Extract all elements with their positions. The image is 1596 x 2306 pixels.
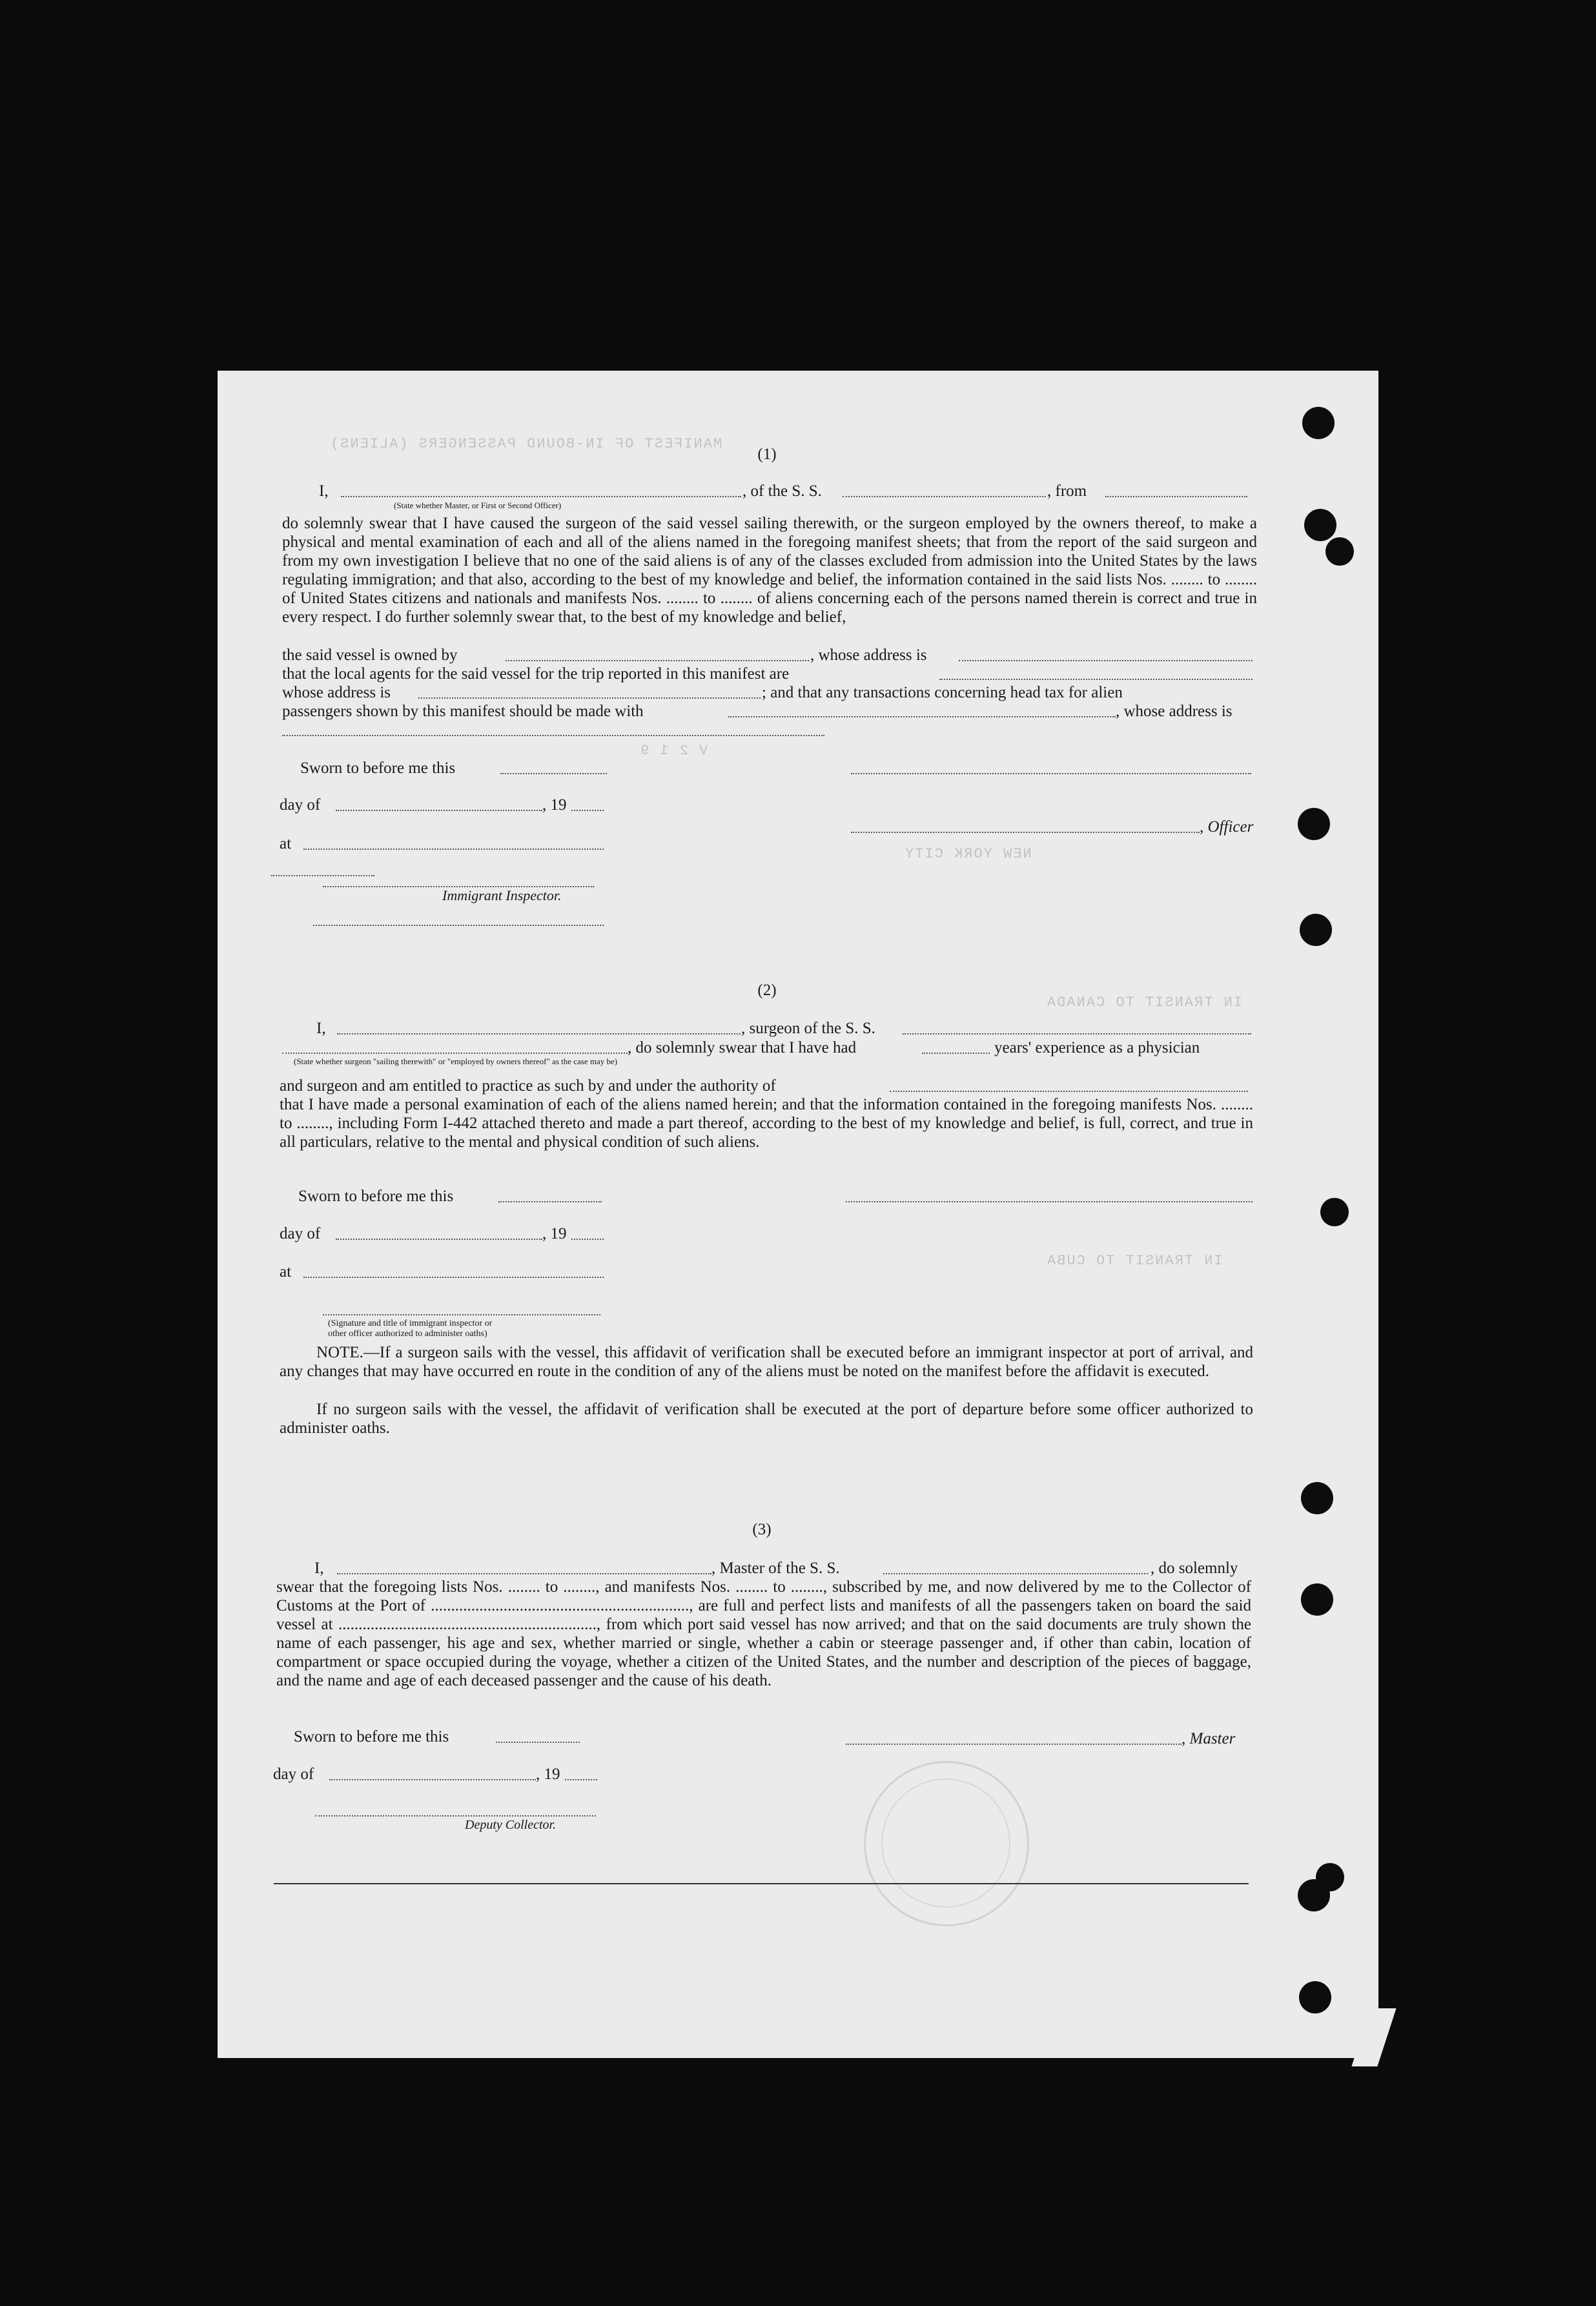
s1-agents-field — [939, 679, 1253, 680]
s1-officer-name-field — [341, 496, 741, 497]
section-1-number: (1) — [757, 446, 777, 463]
punch-hole — [1298, 808, 1330, 840]
s2-capacity-field — [282, 1053, 628, 1054]
s1-continuation-field — [282, 735, 824, 736]
s2-day-field — [336, 1239, 542, 1240]
s3-master-name-field — [337, 1573, 711, 1574]
s1-transactions: ; and that any transactions concerning head tax for alien — [762, 684, 1123, 701]
s2-years-field — [922, 1053, 990, 1054]
s1-from-field — [1105, 496, 1247, 497]
s1-inspector-dots-2 — [313, 925, 604, 926]
s3-year-label: , 19 — [536, 1766, 560, 1783]
s1-at-field — [303, 849, 604, 850]
s1-inspector-dots — [271, 875, 374, 876]
s1-i: I, — [319, 482, 329, 500]
bottom-rule — [274, 1883, 1249, 1884]
s1-whose-address-2: whose address is — [282, 684, 391, 701]
s3-master-label: , Master — [1182, 1730, 1236, 1747]
punch-hole — [1301, 1482, 1333, 1514]
s1-body: do solemnly swear that I have caused the surgeon of the said vessel sailing therewith, or the surgeon employed by the owners thereof, to make a physical and mental examination of each and all of the aliens named in the foregoing manifest sheets; that from the report of the said surgeon and from my own investigation I believe that no one of the said aliens is of any of the classes excluded from admission into the United States by the laws regulating immigration; and that also, according to the best of my knowledge and belief, the information contained in the said lists Nos. ........ to ........ of United States citizens and nationals and manifests Nos. ........ to ........ of aliens concerning each of the persons named therein is correct and true in every respect. I do further solemnly swear that, to the best of my knowledge and belief, — [282, 515, 1257, 626]
s3-collector-label: Deputy Collector. — [465, 1818, 557, 1832]
s2-surgeon-of-label: , surgeon of the S. S. — [741, 1020, 875, 1037]
s2-sworn-label: Sworn to before me this — [298, 1188, 454, 1205]
s3-sworn-label: Sworn to before me this — [294, 1728, 449, 1745]
s1-at-label: at — [280, 835, 292, 852]
s1-officer-signature-line-top — [851, 773, 1251, 774]
s3-year-field — [565, 1779, 597, 1780]
s1-year-label: , 19 — [542, 796, 567, 814]
s1-owned-by: the said vessel is owned by — [282, 646, 458, 664]
s1-rank-note: (State whether Master, or First or Second Officer) — [394, 500, 562, 510]
s2-year-label: , 19 — [542, 1225, 567, 1242]
s2-swear-label: , do solemnly swear that I have had — [628, 1039, 857, 1056]
s2-capacity-note: (State whether surgeon "sailing therewith" or "employed by owners thereof" as the case may be) — [294, 1056, 618, 1066]
s1-owner-address-field — [959, 660, 1253, 661]
s2-at-label: at — [280, 1263, 292, 1281]
s3-master-of-label: , Master of the S. S. — [711, 1560, 840, 1577]
section-2-number: (2) — [757, 982, 777, 999]
s1-agents-address-field — [418, 697, 761, 699]
s3-day-field — [329, 1779, 536, 1780]
s1-inspector-label: Immigrant Inspector. — [442, 887, 562, 903]
s2-signature-note-1: (Signature and title of immigrant inspector or — [328, 1319, 493, 1328]
s1-vessel-field — [843, 496, 1046, 497]
punch-hole — [1302, 407, 1335, 439]
s1-head-tax-field — [728, 716, 1116, 717]
bleed-through-text: IN TRANSIT TO CUBA — [1046, 1253, 1223, 1269]
s3-master-signature-field — [846, 1744, 1182, 1745]
s2-official-signature-field — [323, 1314, 600, 1315]
s3-solemnly-label: , do solemnly — [1151, 1560, 1238, 1577]
s1-officer-label: , Officer — [1200, 818, 1254, 836]
s2-body: that I have made a personal examination of each of the aliens named herein; and that the information contained in the foregoing manifests Nos. ........ to ........, including Form I-442 attached thereto and made a part thereof, according to the best of my knowledge and belief, is full, correct, and true in all particulars, relative to the mental and physical condition of such aliens. — [280, 1096, 1253, 1151]
s1-day-field — [336, 810, 542, 811]
s2-i: I, — [316, 1020, 326, 1037]
s3-vessel-field — [883, 1573, 1148, 1574]
punch-hole — [1304, 509, 1336, 541]
bleed-through-text: V 2 1 9 — [639, 743, 708, 759]
punch-hole — [1316, 1863, 1344, 1891]
s2-signature-note-2: other officer authorized to administer oaths) — [328, 1329, 487, 1339]
bleed-through-text: IN TRANSIT TO CANADA — [1046, 994, 1243, 1011]
s3-sworn-field — [496, 1742, 580, 1743]
bleed-through-text: MANIFEST OF IN-BOUND PASSENGERS (ALIENS) — [329, 436, 722, 452]
s1-officer-signature-field — [851, 832, 1200, 833]
s2-years-label: years' experience as a physician — [994, 1039, 1200, 1056]
punch-hole — [1325, 537, 1354, 566]
s2-note-paragraph-1: NOTE.—If a surgeon sails with the vessel, this affidavit of verification shall be executed before an immigrant inspector at port of arrival, and any changes that may have occurred en route in the condition of any of the aliens must be noted on the manifest before the affidavit is executed. — [280, 1344, 1253, 1380]
s2-at-field — [303, 1277, 604, 1278]
s2-sworn-field — [498, 1201, 602, 1202]
s1-year-field — [571, 810, 604, 811]
punch-hole — [1301, 1583, 1333, 1616]
section-3-number: (3) — [752, 1521, 772, 1538]
s2-surgeon-signature-field — [846, 1201, 1253, 1202]
s1-passengers: passengers shown by this manifest should be made with — [282, 703, 644, 720]
s1-day-of-label: day of — [280, 796, 321, 814]
s1-sworn-field — [500, 773, 607, 774]
s1-vessel-label: , of the S. S. — [742, 482, 822, 500]
s3-day-of-label: day of — [273, 1766, 314, 1783]
s1-local-agents: that the local agents for the said vessel for the trip reported in this manifest are — [282, 665, 790, 683]
punch-hole — [1320, 1198, 1349, 1226]
s1-whose-address-3: , whose address is — [1116, 703, 1233, 720]
s2-authority-field — [890, 1091, 1248, 1092]
punch-hole — [1299, 1981, 1331, 2013]
punch-hole — [1300, 914, 1332, 946]
s2-note-paragraph-2: If no surgeon sails with the vessel, the affidavit of verification shall be executed at the port of departure before some officer authorized to administer oaths. — [280, 1401, 1253, 1437]
s2-authority-label: and surgeon and am entitled to practice as such by and under the authority of — [280, 1077, 776, 1095]
postal-stamp — [864, 1761, 1029, 1926]
s2-vessel-field — [903, 1033, 1251, 1035]
s1-from-label: , from — [1047, 482, 1087, 500]
s2-day-of-label: day of — [280, 1225, 321, 1242]
s2-surgeon-name-field — [337, 1033, 741, 1035]
s3-body: swear that the foregoing lists Nos. ........ to ........, and manifests Nos. ........ to ........, subscribed by me, and now delivered by me to the Collector of Customs at the Port of ................................................................, are full and perfect lists and manifests of all the passengers taken on board the said vessel at ................................................................, from which port said vessel has now arrived; and that on the said documents are truly shown the name of each passenger, his age and sex, whether married or single, whether a cabin or steerage passenger and, if other than cabin, location of compartment or space occupied during the voyage, whether a citizen of the United States, and the number and description of the pieces of baggage, and the name and age of each deceased passenger and the cause of his death. — [276, 1578, 1251, 1689]
s1-sworn-label: Sworn to before me this — [300, 759, 456, 777]
bleed-through-text: NEW YORK CITY — [904, 846, 1032, 862]
s1-owner-field — [506, 660, 809, 661]
s1-whose-address: , whose address is — [810, 646, 927, 664]
s3-i: I, — [314, 1560, 324, 1577]
s2-year-field — [571, 1239, 604, 1240]
